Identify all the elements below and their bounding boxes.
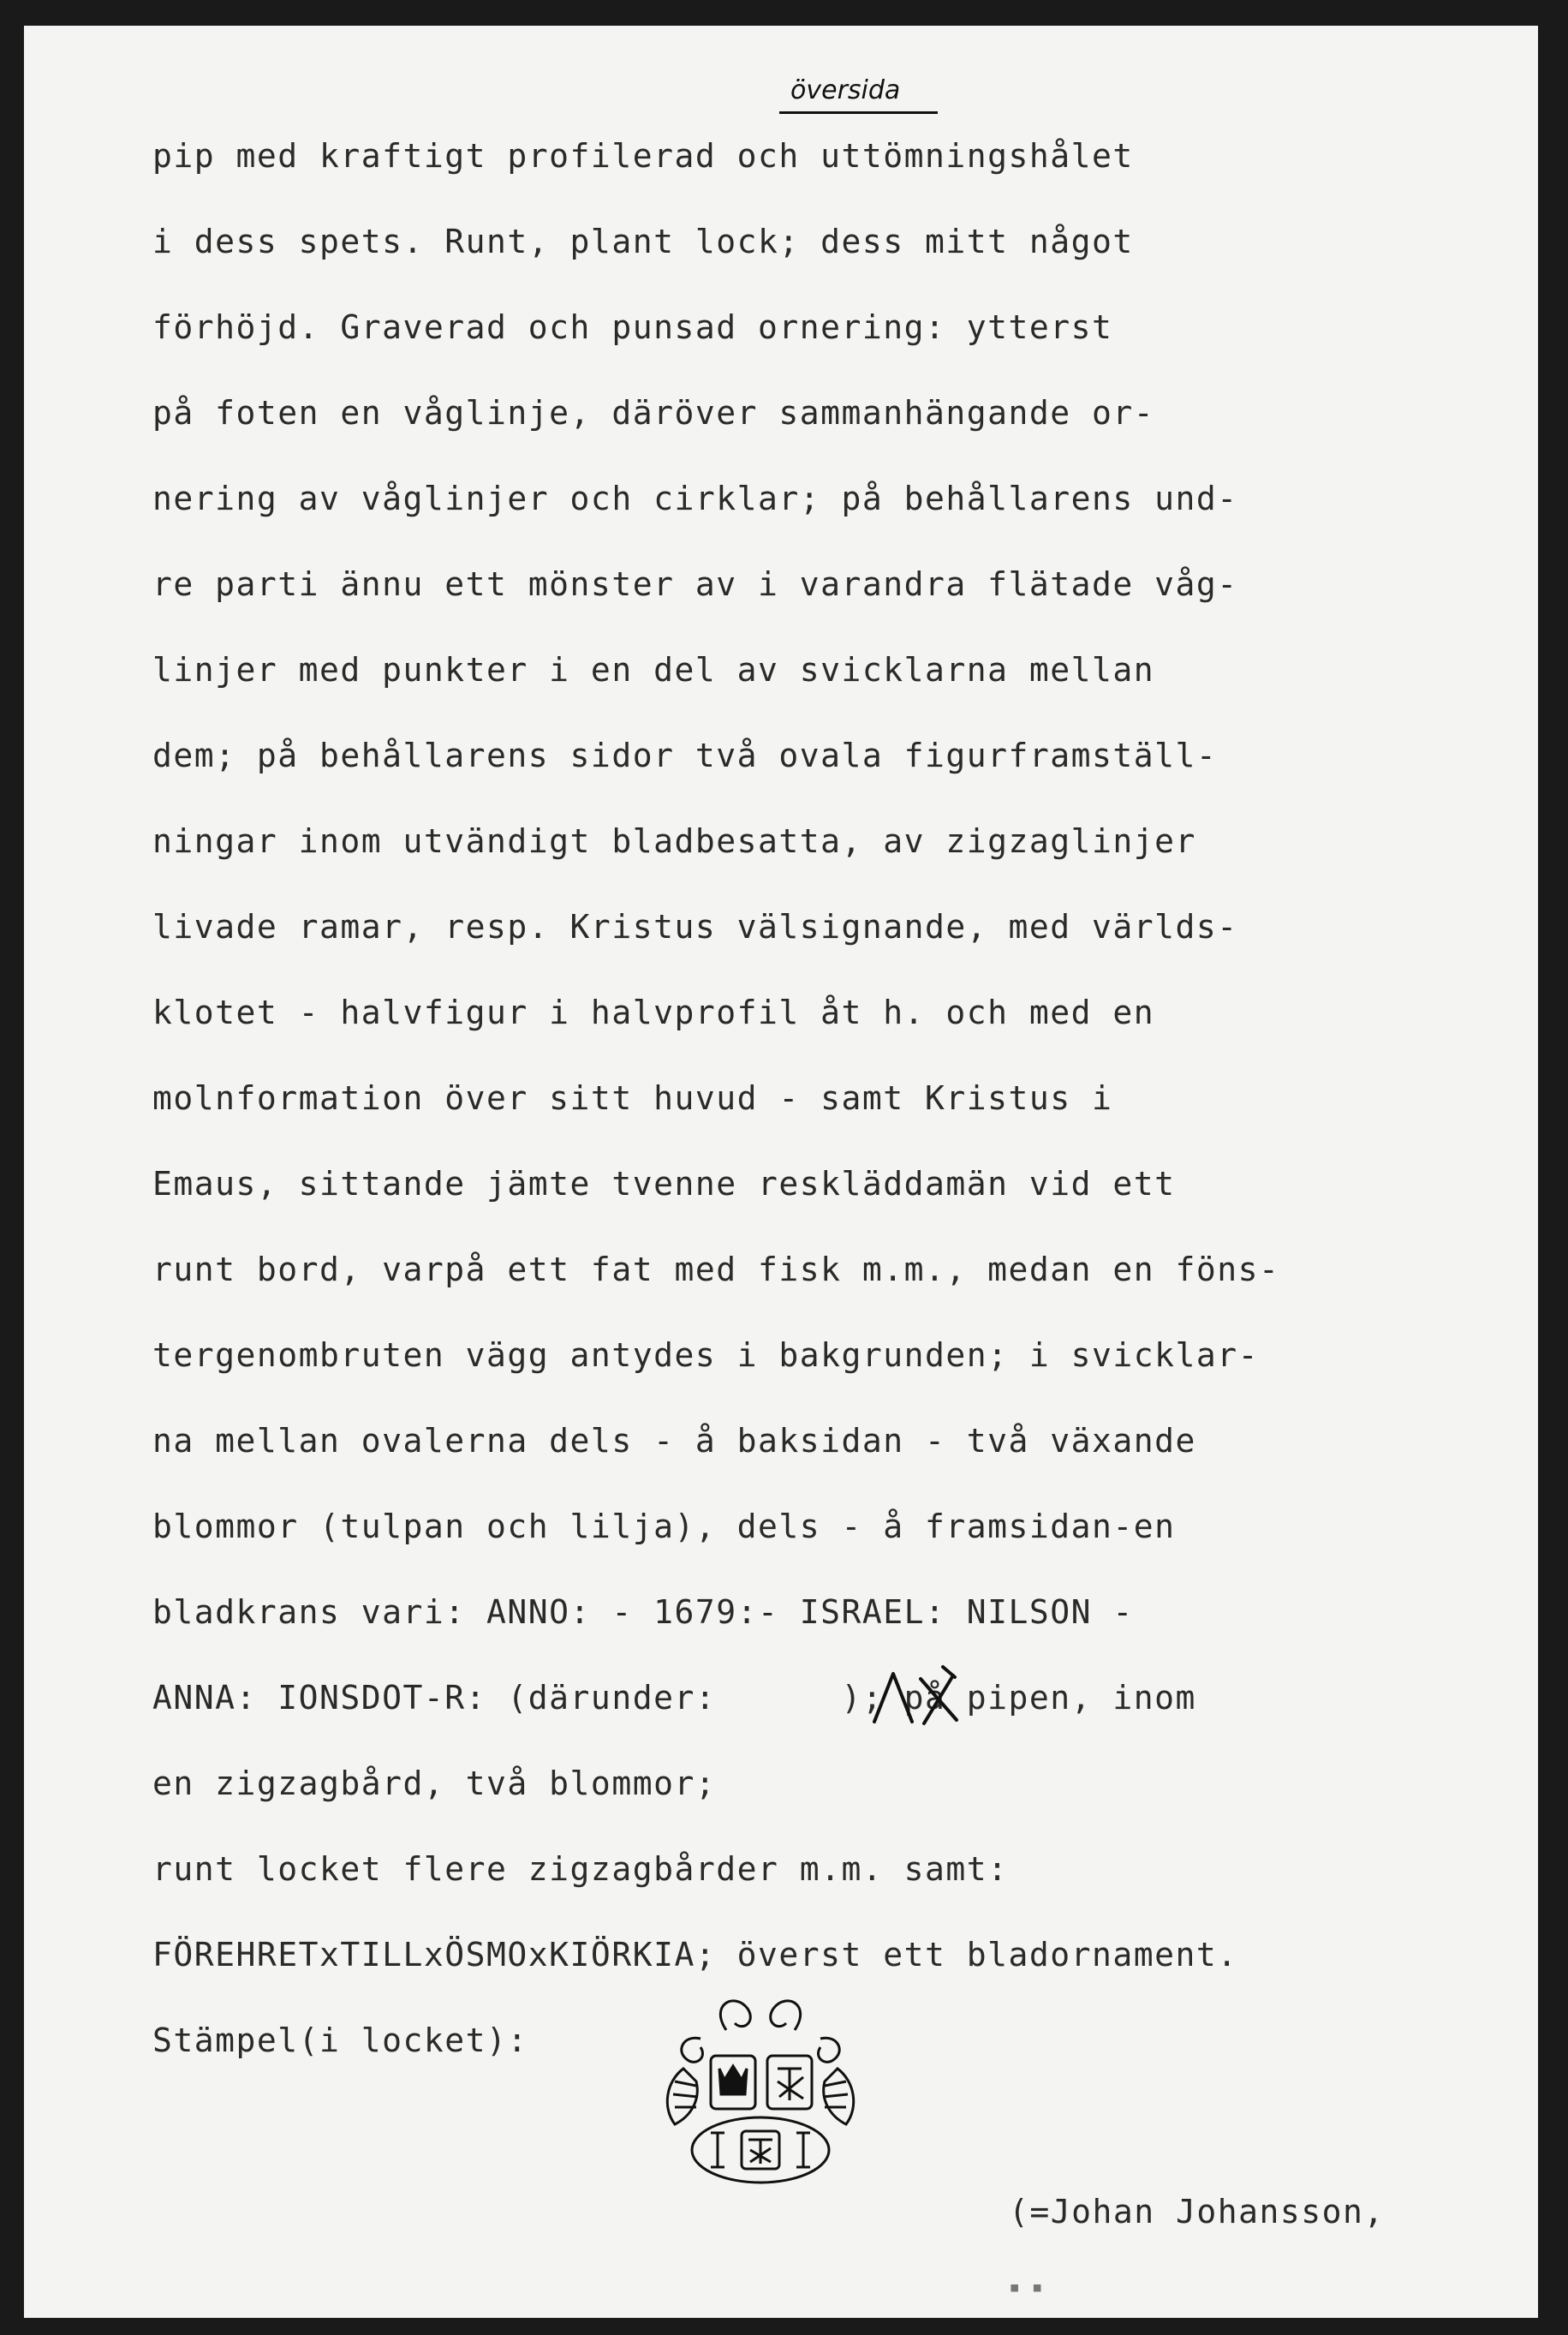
text-line-3: förhöjd. Graverad och punsad ornering: ytterst (152, 308, 1113, 346)
text-line-8: dem; på behållarens sidor två ovala figurframställ- (152, 737, 1218, 774)
text-line-2: i dess spets. Runt, plant lock; dess mitt något (152, 223, 1134, 260)
text-line-5: nering av våglinjer och cirklar; på behållarens und- (152, 480, 1238, 517)
text-line-23: Stämpel(i locket): (152, 2021, 528, 2059)
text-line-16: na mellan ovalerna dels - å baksidan - två växande (152, 1422, 1196, 1460)
text-line-15: tergenombruten vägg antydes i bakgrunden; i svicklar- (152, 1336, 1260, 1374)
text-line-6: re parti ännu ett mönster av i varandra flätade våg- (152, 565, 1238, 603)
text-line-22: FÖREHRETxTILLxÖSMOxKIÖRKIA; överst ett bladornament. (152, 1936, 1238, 1974)
text-line-19: ANNA: IONSDOT-R: (därunder: ); på pipen, inom (152, 1679, 1196, 1717)
text-line-12: molnformation över sitt huvud - samt Kristus i (152, 1079, 1113, 1117)
text-line-11: klotet - halvfigur i halvprofil åt h. och med en (152, 994, 1155, 1031)
insertion-bracket (779, 111, 938, 114)
text-line-24: (=Johan Johansson, (1009, 2193, 1385, 2230)
text-line-13: Emaus, sittande jämte tvenne reskläddamän vid ett (152, 1165, 1176, 1203)
text-line-4: på foten en våglinje, däröver sammanhängande or- (152, 394, 1155, 432)
text-line-21: runt locket flere zigzagbårder m.m. samt: (152, 1850, 1009, 1888)
cut-mark: ▪ ▪ (1009, 2277, 1043, 2298)
text-line-7: linjer med punkter i en del av svicklarna mellan (152, 651, 1155, 689)
text-line-1: pip med kraftigt profilerad och uttömningshålet (152, 137, 1134, 175)
text-line-17: blommor (tulpan och lilja), dels - å framsidan-en (152, 1508, 1176, 1545)
text-line-14: runt bord, varpå ett fat med fisk m.m., medan en föns- (152, 1251, 1280, 1288)
hallmark-stamp-drawing (649, 1987, 872, 2193)
text-line-18: bladkrans vari: ANNO: - 1679:- ISRAEL: NILSON - (152, 1593, 1134, 1631)
monogram-drawing (867, 1660, 970, 1737)
document-page (24, 26, 1538, 2318)
text-line-10: livade ramar, resp. Kristus välsignande, med världs- (152, 908, 1238, 946)
text-line-20: en zigzagbård, två blommor; (152, 1765, 717, 1802)
handwritten-insertion: översida (790, 75, 901, 105)
text-line-9: ningar inom utvändigt bladbesatta, av zigzaglinjer (152, 822, 1196, 860)
